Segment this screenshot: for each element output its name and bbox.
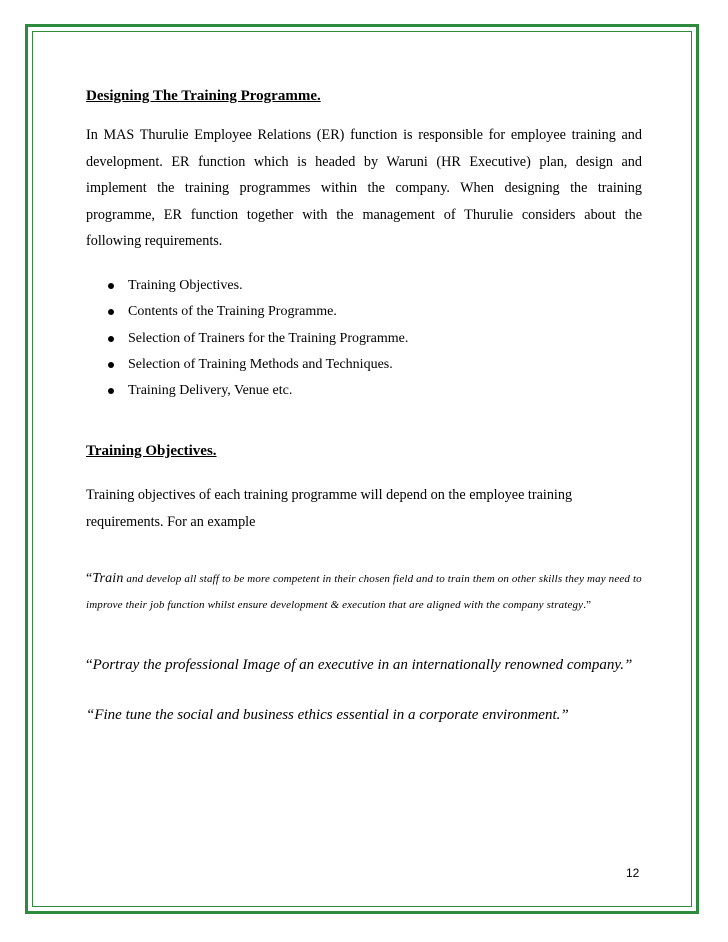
requirements-list xyxy=(86,276,408,407)
intro-paragraph: In MAS Thurulie Employee Relations (ER) function is responsible for employee training and development. ER function which is headed by Waruni (HR Executive) plan, design and implement the training programmes within the company. When designing the training programme, ER function together with the management of Thurulie considers about the following requirements. xyxy=(86,127,642,249)
section-heading: Designing The Training Programme. xyxy=(86,88,321,104)
list-item: Training Objectives. xyxy=(86,276,408,302)
objectives-paragraph: Training objectives of each training programme will depend on the employee training requirements. For an example xyxy=(86,487,573,530)
bullet-icon xyxy=(108,362,114,368)
list-item: Contents of the Training Programme. xyxy=(86,302,408,328)
quote-ethics: “Fine tune the social and business ethics essential in a corporate environment.” xyxy=(86,707,569,723)
quote-professional-image: “Portray the professional Image of an executive in an internationally renowned company.” xyxy=(86,657,633,673)
page-number: 12 xyxy=(626,866,640,880)
list-item: Training Delivery, Venue etc. xyxy=(86,381,408,407)
bullet-icon xyxy=(108,336,114,342)
bullet-icon xyxy=(108,388,114,394)
list-item: Selection of Trainers for the Training Programme. xyxy=(86,329,408,355)
bullet-icon xyxy=(108,283,114,289)
subsection-heading: Training Objectives. xyxy=(86,443,217,459)
bullet-icon xyxy=(108,309,114,315)
quote-train-staff: “Train and develop all staff to be more competent in their chosen field and to train them on other skills they may need to improve their job function whilst ensure development & execution that are aligned with the company strategy.” xyxy=(86,571,642,611)
list-item: Selection of Training Methods and Techniques. xyxy=(86,355,408,381)
